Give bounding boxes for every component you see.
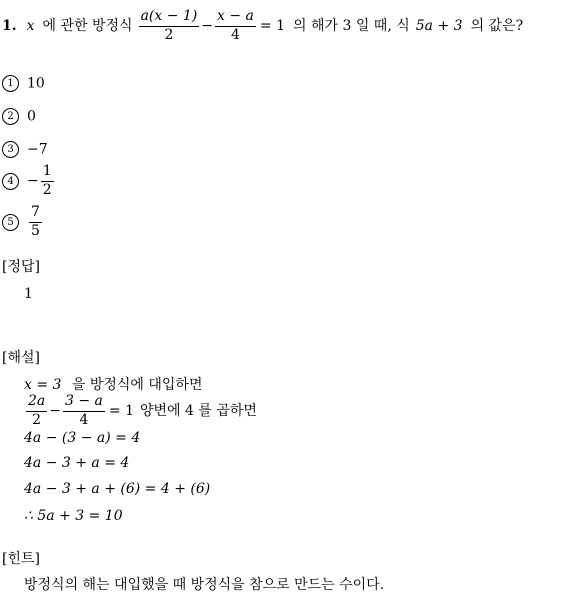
option-4-sign: −	[27, 173, 39, 189]
option-3-value: −7	[27, 141, 48, 158]
solution-line-2-equals: = 1	[108, 403, 134, 419]
option-4-marker: 4	[2, 173, 19, 190]
solution-line-6: ∴ 5a + 3 = 10	[24, 508, 123, 524]
solution-line-3: 4a − (3 − a) = 4	[24, 430, 141, 446]
solution-line-1-math: x = 3	[24, 377, 62, 393]
stem-fraction-2-numerator: x − a	[215, 9, 256, 26]
answer-label: [정답]	[2, 259, 40, 275]
option-5-numerator: 7	[29, 205, 42, 222]
answer-value: 1	[24, 286, 33, 302]
solution-label: [해설]	[2, 350, 40, 366]
option-5	[2, 203, 44, 241]
solution-line-1	[24, 378, 203, 392]
solution-fraction-2-numerator: 3 − a	[63, 394, 105, 411]
question-number: 1.	[2, 18, 17, 34]
option-4-denominator: 2	[42, 181, 52, 198]
stem-fraction-2-denominator: 4	[231, 26, 240, 43]
option-5-denominator: 5	[31, 222, 40, 239]
stem-equals: = 1	[259, 18, 285, 34]
stem-minus: −	[201, 18, 214, 34]
option-5-fraction	[29, 205, 42, 239]
hint-label: [힌트]	[2, 551, 40, 567]
solution-fraction-2-denominator: 4	[79, 411, 89, 428]
option-3	[2, 141, 48, 158]
solution-line-2-text: 양변에 4 를 곱하면	[139, 403, 257, 419]
option-1-marker: 1	[2, 75, 19, 92]
solution-fraction-2	[63, 394, 105, 428]
solution-fraction-1-numerator: 2a	[26, 394, 47, 411]
option-2-value: 0	[27, 108, 36, 125]
solution-line-1-text: 을 방정식에 대입하면	[71, 377, 203, 393]
stem-fraction-2	[215, 9, 256, 43]
solution-line-2	[24, 392, 257, 430]
option-5-marker: 5	[2, 214, 19, 231]
stem-fraction-1-numerator: a(x − 1)	[139, 9, 200, 26]
stem-text-post: 의 값은?	[470, 18, 524, 34]
option-3-marker: 3	[2, 141, 19, 158]
option-2-marker: 2	[2, 108, 19, 125]
question-stem	[2, 8, 523, 44]
solution-minus: −	[49, 403, 61, 419]
option-4	[2, 162, 56, 200]
stem-text-mid: 의 해가 3 일 때, 식	[293, 18, 410, 34]
stem-variable: x	[26, 18, 35, 34]
stem-expression: 5a + 3	[415, 18, 463, 34]
option-4-numerator: 1	[41, 164, 54, 181]
solution-fraction-1	[26, 394, 47, 428]
option-4-fraction	[41, 164, 54, 198]
solution-fraction-1-denominator: 2	[32, 411, 42, 428]
solution-line-5: 4a − 3 + a + (6) = 4 + (6)	[24, 481, 211, 497]
stem-fraction-1	[139, 9, 200, 43]
stem-text-pre: 에 관한 방정식	[42, 18, 133, 34]
solution-line-4: 4a − 3 + a = 4	[24, 455, 130, 471]
stem-fraction-1-denominator: 2	[164, 26, 174, 43]
option-1-value: 10	[27, 75, 45, 92]
option-1	[2, 75, 45, 92]
hint-text: 방정식의 해는 대입했을 때 방정식을 참으로 만드는 수이다.	[24, 577, 385, 593]
option-2	[2, 108, 36, 125]
